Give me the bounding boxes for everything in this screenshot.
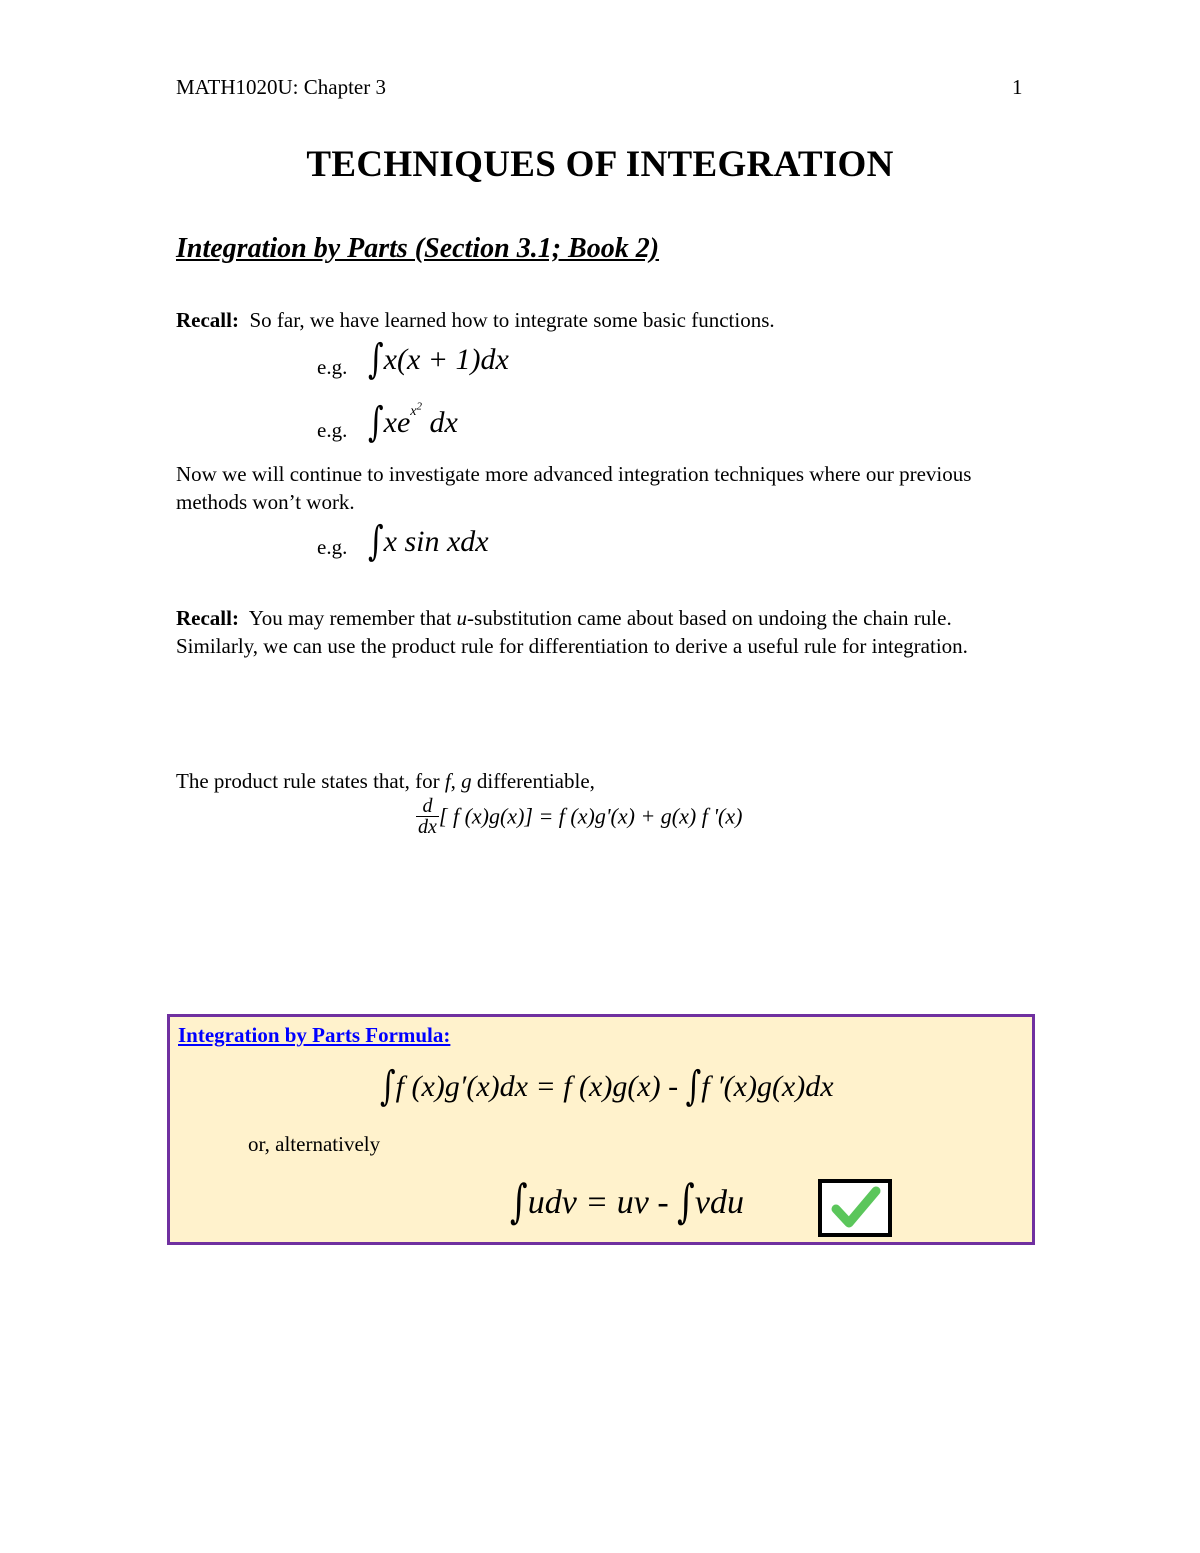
formula-1-tail: f ′(x)g(x)dx [701, 1070, 834, 1103]
g-variable: g [461, 769, 472, 793]
product-rule-formula [416, 796, 742, 837]
formula-2 [510, 1175, 744, 1229]
example-3-expression: x sin xdx [383, 525, 489, 558]
formula-2-lhs: udv = uv - [527, 1184, 678, 1221]
example-2-formula [368, 398, 458, 447]
fraction-denominator: dx [418, 816, 437, 838]
integral-sign: ∫ [368, 335, 384, 384]
alternative-text: or, alternatively [248, 1132, 381, 1156]
formula-1-lhs: f (x)g′(x)dx = f (x)g(x) - [395, 1070, 686, 1103]
example-1-expression: x(x + 1)dx [383, 343, 509, 376]
example-2-exponent-power: 2 [416, 400, 422, 413]
integration-by-parts-box [167, 1014, 1035, 1245]
product-rule-text-a: The product rule states that, for [176, 769, 445, 793]
example-2-tail: dx [429, 406, 458, 439]
derivative-fraction [416, 796, 439, 837]
product-rule-expression: [ f (x)g(x)] = f (x)g'(x) + g(x) f '(x) [438, 803, 743, 829]
example-2-label: e.g. [317, 418, 348, 442]
page-title: TECHNIQUES OF INTEGRATION [306, 144, 894, 185]
recall-paragraph-2 [176, 604, 1026, 660]
example-3-formula [368, 517, 489, 566]
recall-text-2b: -substitution came about based on undoing the chain rule. Similarly, we can use the product rule for differentiation to derive a useful rule for integration. [176, 606, 968, 658]
recall-text-2a: You may remember that [248, 606, 457, 630]
checkmark-icon [822, 1183, 888, 1233]
section-heading: Integration by Parts (Section 3.1; Book 2) [176, 233, 660, 264]
example-3-label: e.g. [317, 535, 348, 559]
recall-text-1: So far, we have learned how to integrate some basic functions. [249, 308, 775, 332]
integral-sign: ∫ [685, 1062, 702, 1111]
recall-label-1: Recall: [176, 308, 239, 332]
example-2-exponent: x [410, 404, 417, 419]
product-rule-intro [176, 767, 1026, 795]
formula-2-tail: vdu [694, 1184, 744, 1221]
page-number: 1 [1012, 75, 1023, 99]
fraction-numerator: d [416, 796, 439, 817]
example-2-base: xe [383, 406, 411, 439]
recall-label-2: Recall: [176, 606, 239, 630]
integral-sign: ∫ [368, 517, 384, 566]
comma: , [450, 769, 462, 793]
u-variable: u [456, 606, 468, 630]
f-variable: f [444, 769, 451, 793]
example-1-label: e.g. [317, 355, 348, 379]
example-1-formula [368, 335, 509, 384]
integral-sign: ∫ [677, 1175, 695, 1229]
formula-box-title: Integration by Parts Formula: [178, 1023, 451, 1047]
advanced-paragraph: Now we will continue to investigate more advanced integration techniques where our previous methods won’t work. [176, 462, 972, 514]
formula-1 [380, 1062, 834, 1111]
checkmark-box [818, 1179, 892, 1237]
integral-sign: ∫ [368, 398, 384, 447]
recall-paragraph-1 [176, 306, 1026, 334]
header-course: MATH1020U: Chapter 3 [176, 75, 386, 99]
product-rule-text-b: differentiable, [471, 769, 595, 793]
integral-sign: ∫ [510, 1175, 528, 1229]
integral-sign: ∫ [380, 1062, 396, 1111]
